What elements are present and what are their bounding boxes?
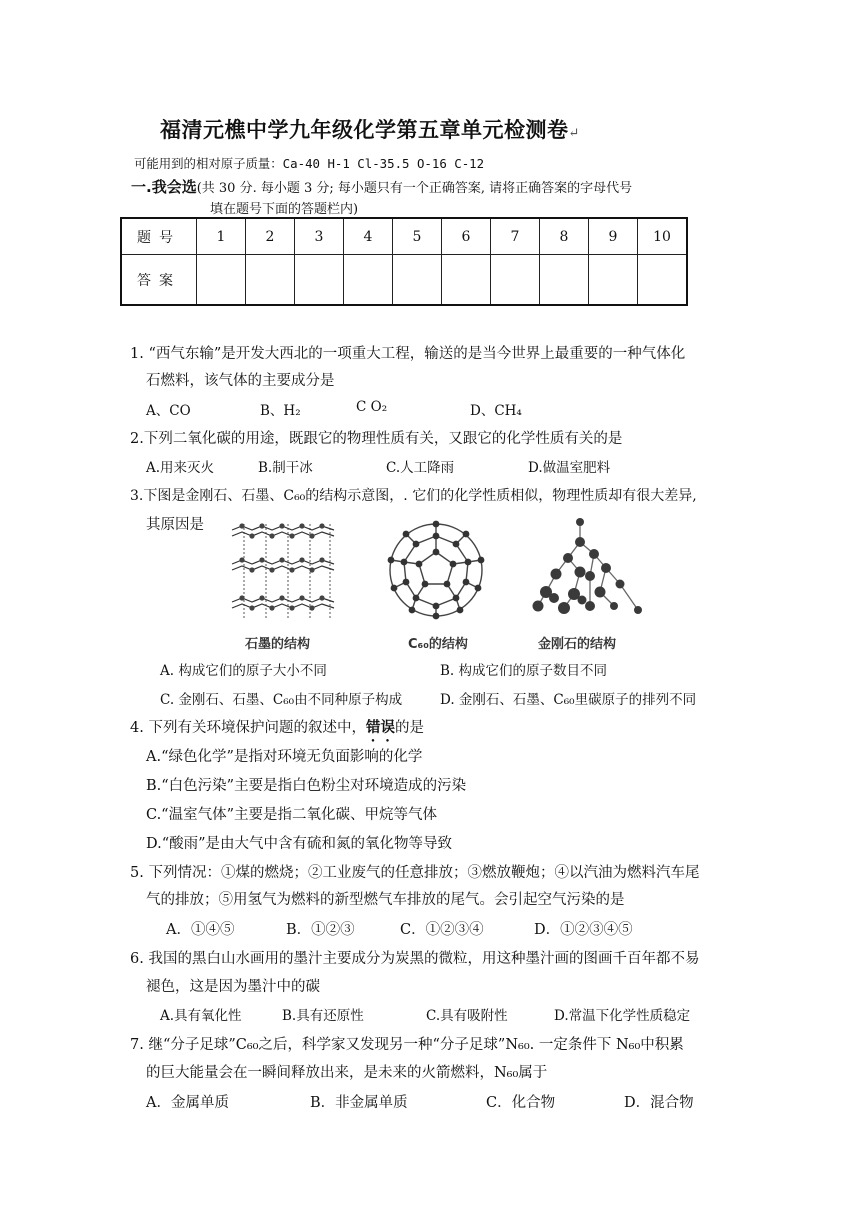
q3-option-d: D. 金刚石、石墨、C₆₀里碳原子的排列不同 [440,692,697,708]
q2-option-d: D.做温室肥料 [528,460,611,476]
title-text: 福清元樵中学九年级化学第五章单元检测卷 [160,117,569,142]
q4-option-c: C.“温室气体”主要是指二氧化碳、甲烷等气体 [146,807,438,823]
q5-option-b: B．①②③ [286,922,355,938]
question-5-stem-cont: 气的排放；⑤用氢气为燃料的新型燃气车排放的尾气。会引起空气污染的是 [146,892,625,908]
q6-option-d: D.常温下化学性质稳定 [554,1008,691,1024]
q3-option-a: A. 构成它们的原子大小不同 [160,663,327,679]
answer-cell[interactable] [197,255,246,306]
question-number-cell: 1 [197,218,246,255]
atomic-masses-line: 可能用到的相对原子质量：Ca-40 H-1 Cl-35.5 O-16 C-12 [134,156,485,171]
q2-option-a: A.用来灭火 [146,460,215,476]
answer-cell[interactable] [295,255,344,306]
answer-table-answer-row [121,255,687,306]
q6-option-a: A.具有氧化性 [160,1008,242,1024]
q1-option-a: A、CO [146,403,191,419]
row-label-number: 题号 [121,218,197,255]
section-one-note-cont: 填在题号下面的答题栏内) [210,202,359,217]
section-one-note-line2 [210,198,358,217]
question-1-stem-cont: 石燃料，该气体的主要成分是 [146,373,335,389]
q1-option-c: C O₂ [356,399,388,415]
q5-option-a: A．①④⑤ [166,922,235,938]
diamond-caption: 金刚石的结构 [538,637,617,652]
answer-cell[interactable] [442,255,491,306]
row-label-answer: 答案 [121,255,197,306]
answer-table-header-row [121,218,687,255]
c60-caption: C₆₀的结构 [408,637,468,652]
q7-option-b: B．非金属单质 [310,1095,408,1111]
question-number-cell: 4 [344,218,393,255]
answer-cell[interactable] [540,255,589,306]
question-number-cell: 6 [442,218,491,255]
q7-option-d: D．混合物 [624,1095,694,1111]
answer-cell[interactable] [491,255,540,306]
question-1-stem: 1. “西气东输”是开发大西北的一项重大工程，输送的是当今世界上最重要的一种气体化 [130,346,686,362]
q5-option-d: D．①②③④⑤ [534,922,633,938]
section-one-heading-line [131,176,632,197]
q4-emphasis: 错误 [365,719,395,736]
question-number-cell: 9 [589,218,638,255]
answer-cell[interactable] [246,255,295,306]
answer-cell[interactable] [344,255,393,306]
question-7-stem: 7. 继“分子足球”C₆₀之后，科学家又发现另一种“分子足球”N₆₀. 一定条件下 N₆₀中积累 [130,1037,684,1053]
q7-option-c: C．化合物 [486,1095,556,1111]
answer-cell[interactable] [638,255,688,306]
q1-option-d: D、CH₄ [470,403,522,419]
q3-option-c: C. 金刚石、石墨、C₆₀由不同种原子构成 [160,692,403,708]
question-number-cell: 3 [295,218,344,255]
q2-option-b: B.制干冰 [258,460,313,476]
section-one-heading: 一.我会选 [131,178,197,196]
page-title [160,114,580,144]
answer-cell[interactable] [589,255,638,306]
q7-option-a: A．金属单质 [146,1095,229,1111]
question-number-cell: 7 [491,218,540,255]
question-number-cell: 8 [540,218,589,255]
q6-option-c: C.具有吸附性 [426,1008,508,1024]
question-number-cell: 5 [393,218,442,255]
question-number-cell: 10 [638,218,688,255]
q4-option-d: D.“酸雨”是由大气中含有硫和氮的氧化物等导致 [146,836,453,852]
q4-stem-post: 的是 [394,720,424,736]
question-7-stem-cont: 的巨大能量会在一瞬间释放出来，是未来的火箭燃料，N₆₀属于 [146,1065,548,1081]
question-3-stem-cont: 其原因是 [146,517,204,533]
q4-stem-pre: 4. 下列有关环境保护问题的叙述中， [130,720,366,736]
q5-option-c: C．①②③④ [400,922,484,938]
question-number-cell: 2 [246,218,295,255]
graphite-structure-figure [230,520,340,628]
q6-option-b: B.具有还原性 [282,1008,364,1024]
q4-option-a: A.“绿色化学”是指对环境无负面影响的化学 [146,749,423,765]
question-6-stem: 6. 我国的黑白山水画用的墨汁主要成分为炭黑的微粒，用这种墨汁画的图画千百年都不易 [130,951,700,967]
q3-option-b: B. 构成它们的原子数目不同 [440,663,608,679]
question-3-stem: 3.下图是金刚石、石墨、C₆₀的结构示意图，. 它们的化学性质相似，物理性质却有很大差异, [130,488,697,504]
answer-table [120,217,688,306]
c60-structure-figure [384,518,488,622]
diamond-structure-figure [528,514,650,618]
graphite-caption: 石墨的结构 [245,637,311,652]
question-5-stem: 5. 下列情况：①煤的燃烧；②工业废气的任意排放；③燃放鞭炮；④以汽油为燃料汽车尾 [130,865,700,881]
question-6-stem-cont: 褪色，这是因为墨汁中的碳 [146,979,320,995]
question-2-stem: 2.下列二氧化碳的用途，既跟它的物理性质有关，又跟它的化学性质有关的是 [130,431,623,447]
question-4-stem [130,716,424,745]
section-one-note: (共 30 分. 每小题 3 分; 每小题只有一个正确答案, 请将正确答案的字母代号 [196,181,633,196]
q4-option-b: B.“白色污染”主要是指白色粉尘对环境造成的污染 [146,778,467,794]
q2-option-c: C.人工降雨 [386,460,455,476]
q1-option-b: B、H₂ [260,403,301,419]
answer-cell[interactable] [393,255,442,306]
paragraph-mark: ↵ [568,126,580,141]
